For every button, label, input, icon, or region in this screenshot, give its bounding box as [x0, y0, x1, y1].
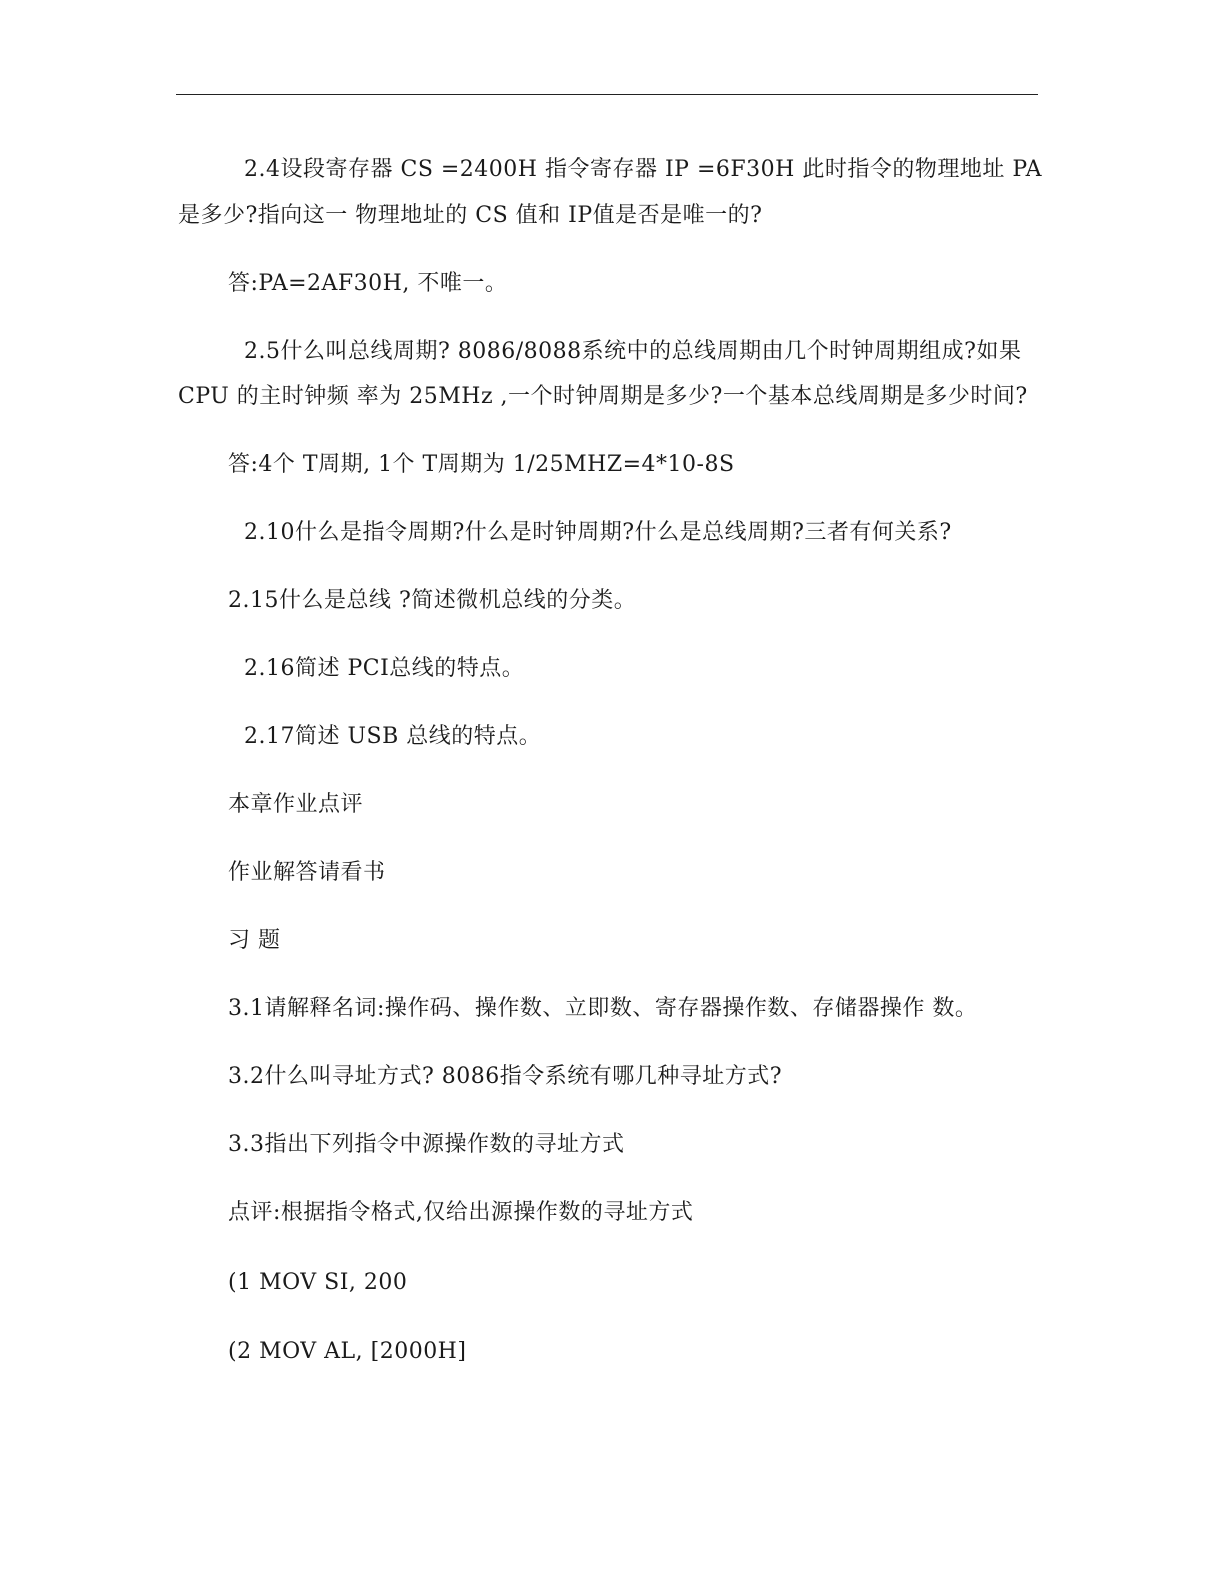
question-2-4-line-2: 是多少?指向这一 物理地址的 CS 值和 IP值是否是唯一的?	[178, 203, 763, 228]
question-2-4-line-1: 2.4设段寄存器 CS =2400H 指令寄存器 IP =6F30H 此时指令的物理地址 PA	[244, 157, 1042, 182]
header-rule	[176, 94, 1038, 95]
instruction-2: (2 MOV AL, [2000H]	[228, 1339, 467, 1364]
question-2-16: 2.16简述 PCI总线的特点。	[244, 656, 525, 681]
instruction-1: (1 MOV SI, 200	[228, 1270, 408, 1295]
question-2-5-line-1: 2.5什么叫总线周期? 8086/8088系统中的总线周期由几个时钟周期组成?如果	[244, 339, 1022, 364]
chapter-review-heading: 本章作业点评	[228, 792, 364, 817]
question-3-1: 3.1请解释名词:操作码、操作数、立即数、寄存器操作数、存储器操作 数。	[228, 996, 978, 1021]
answer-2-5: 答:4个 T周期, 1个 T周期为 1/25MHZ=4*10-8S	[228, 452, 735, 477]
exercises-heading: 习 题	[228, 928, 281, 953]
question-2-10: 2.10什么是指令周期?什么是时钟周期?什么是总线周期?三者有何关系?	[244, 520, 952, 545]
question-3-2: 3.2什么叫寻址方式? 8086指令系统有哪几种寻址方式?	[228, 1064, 783, 1089]
question-3-3: 3.3指出下列指令中源操作数的寻址方式	[228, 1132, 625, 1157]
question-2-17: 2.17简述 USB 总线的特点。	[244, 724, 542, 749]
question-2-15: 2.15什么是总线 ?简述微机总线的分类。	[228, 588, 637, 613]
question-2-5-line-2: CPU 的主时钟频 率为 25MHz ,一个时钟周期是多少?一个基本总线周期是多少时间?	[178, 384, 1028, 409]
review-note: 点评:根据指令格式,仅给出源操作数的寻址方式	[228, 1200, 694, 1225]
answer-note: 作业解答请看书	[228, 860, 386, 885]
answer-2-4: 答:PA=2AF30H, 不唯一。	[228, 271, 508, 296]
